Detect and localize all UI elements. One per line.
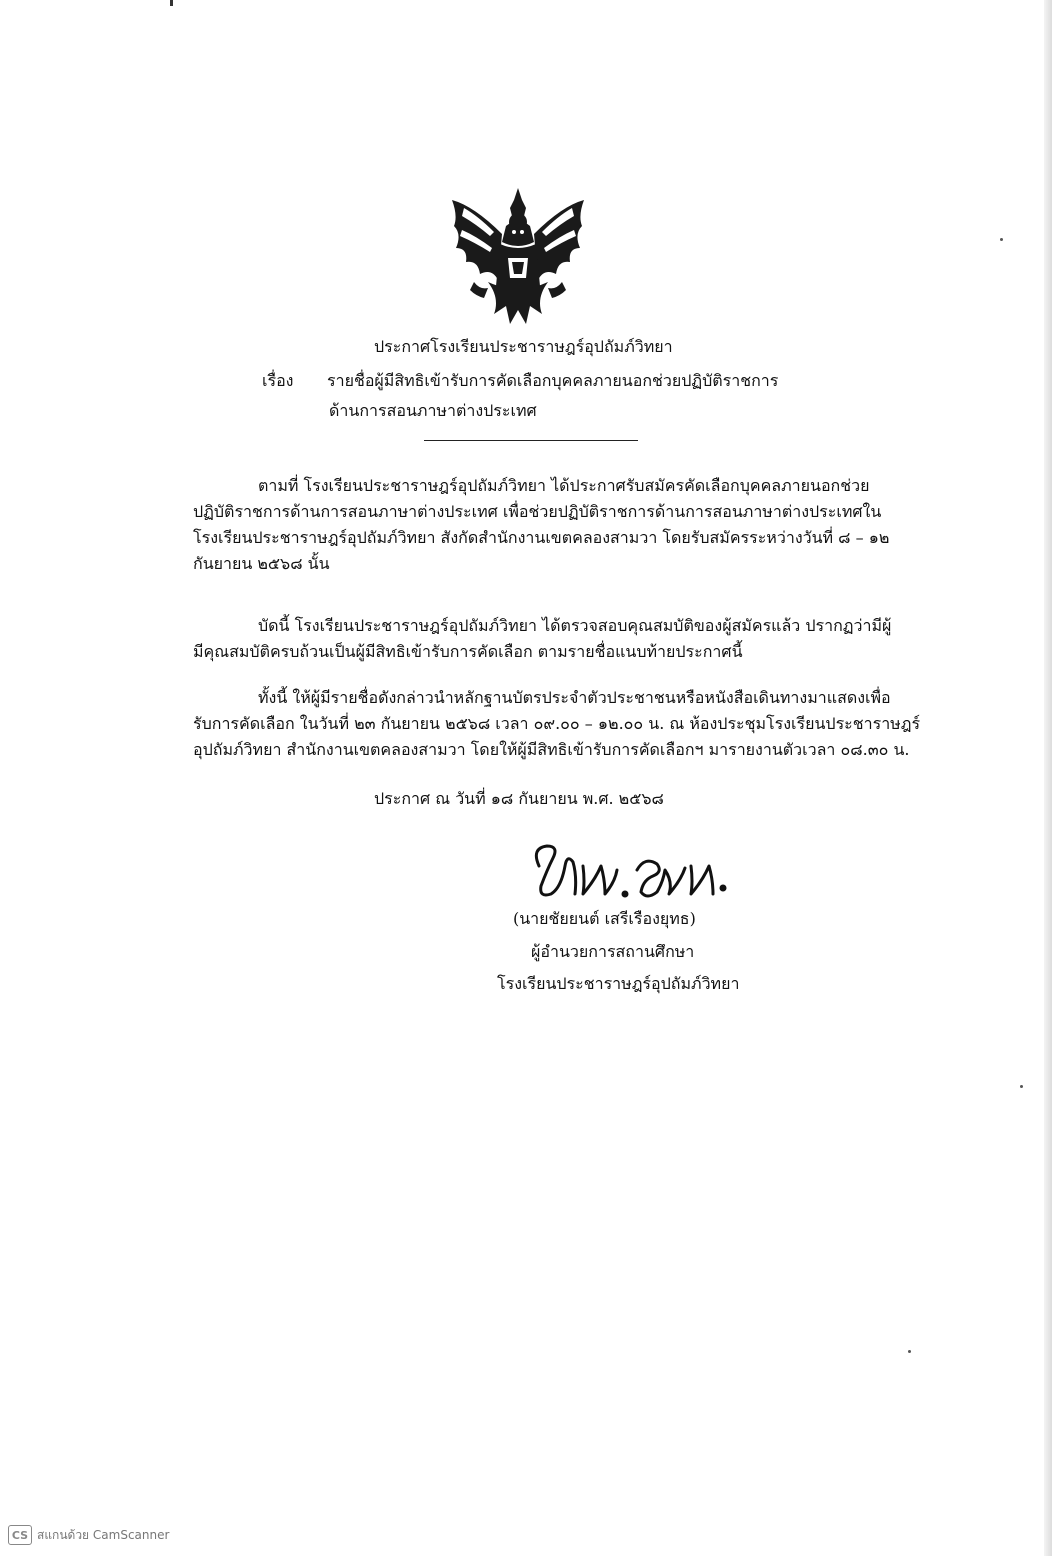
signer-name: (นายชัยยนต์ เสรีเรืองยุทธ) <box>513 909 696 928</box>
scan-speck <box>1020 1085 1023 1088</box>
paragraph-line: ปฏิบัติราชการด้านการสอนภาษาต่างประเทศ เพื่อช่วยปฏิบัติราชการด้านการสอนภาษาต่างประเทศใน <box>193 502 882 521</box>
scanner-footer <box>8 1525 169 1545</box>
scan-speck <box>908 1350 911 1353</box>
camscanner-logo-icon: CS <box>8 1525 32 1545</box>
subject-label: เรื่อง <box>262 371 294 390</box>
paragraph-line: รับการคัดเลือก ในวันที่ ๒๓ กันยายน ๒๕๖๘ เวลา ๐๙.๐๐ – ๑๒.๐๐ น. ณ ห้องประชุมโรงเรียนประชาราษฎร์ <box>193 714 921 733</box>
paragraph-first-line: ทั้งนี้ ให้ผู้มีรายชื่อดังกล่าวนำหลักฐานบัตรประจำตัวประชาชนหรือหนังสือเดินทางมาแสดงเพื่อ <box>258 688 891 707</box>
signature <box>525 836 735 906</box>
scan-mark <box>170 0 173 6</box>
subject-line: รายชื่อผู้มีสิทธิเข้ารับการคัดเลือกบุคคลภายนอกช่วยปฏิบัติราชการ <box>327 371 779 390</box>
page-edge-shadow <box>1044 0 1052 1556</box>
paragraph-line: อุปถัมภ์วิทยา สำนักงานเขตคลองสามวา โดยให้ผู้มีสิทธิเข้ารับการคัดเลือกฯ มารายงานตัวเวลา ๐๘.๓๐ น. <box>193 740 910 759</box>
scan-speck <box>1000 238 1003 241</box>
paragraph-first-line: บัดนี้ โรงเรียนประชาราษฎร์อุปถัมภ์วิทยา ได้ตรวจสอบคุณสมบัติของผู้สมัครแล้ว ปรากฏว่ามีผู้ <box>258 616 892 635</box>
scanner-footer-text: สแกนด้วย CamScanner <box>37 1527 170 1542</box>
paragraph-first-line: ตามที่ โรงเรียนประชาราษฎร์อุปถัมภ์วิทยา ได้ประกาศรับสมัครคัดเลือกบุคคลภายนอกช่วย <box>258 476 870 495</box>
paragraph-line: กันยายน ๒๕๖๘ นั้น <box>193 554 330 573</box>
subject-line: ด้านการสอนภาษาต่างประเทศ <box>329 401 537 420</box>
paragraph <box>193 685 921 763</box>
paragraph-line: โรงเรียนประชาราษฎร์อุปถัมภ์วิทยา สังกัดสำนักงานเขตคลองสามวา โดยรับสมัครระหว่างวันที่ ๘ – ๑๒ <box>193 528 890 547</box>
announcement-title: ประกาศโรงเรียนประชาราษฎร์อุปถัมภ์วิทยา <box>374 337 673 356</box>
signer-school: โรงเรียนประชาราษฎร์อุปถัมภ์วิทยา <box>497 974 740 993</box>
announcement-date: ประกาศ ณ วันที่ ๑๘ กันยายน พ.ศ. ๒๕๖๘ <box>374 789 664 808</box>
paragraph-line: มีคุณสมบัติครบถ้วนเป็นผู้มีสิทธิเข้ารับการคัดเลือก ตามรายชื่อแนบท้ายประกาศนี้ <box>193 642 743 661</box>
title-divider <box>424 440 638 441</box>
garuda-emblem-icon <box>444 186 592 334</box>
paragraph <box>193 613 892 665</box>
signer-position: ผู้อำนวยการสถานศึกษา <box>531 942 695 961</box>
paragraph <box>193 473 890 577</box>
